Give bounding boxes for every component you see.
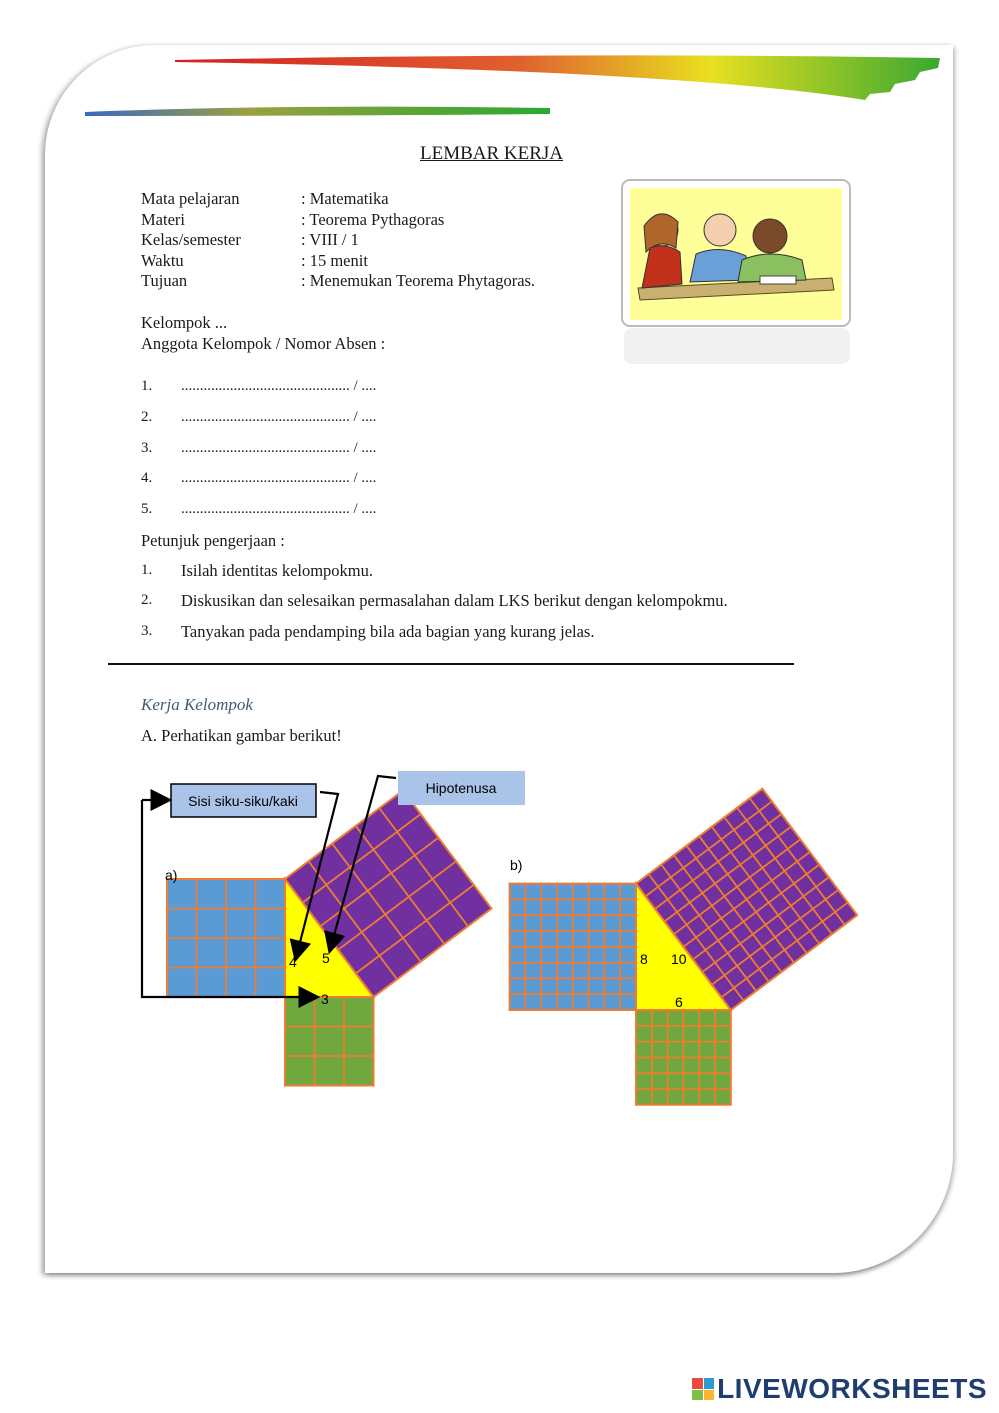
info-value: : 15 menit [301,250,368,270]
kerja-kelompok-heading: Kerja Kelompok [141,695,253,714]
liveworksheets-logo [692,1373,987,1405]
pythagoras-diagram [0,760,999,1120]
petunjuk-item: Tanyakan pada pendamping bila ada bagian yang kurang jelas. [181,622,595,641]
figure-a-leg-horizontal: 3 [321,991,329,1007]
member-blank[interactable]: ............................................. / .... [181,409,377,425]
figure-b-leg-vertical: 8 [640,951,648,967]
member-number: 1. [141,378,153,394]
info-label: Waktu [141,250,184,270]
member-blank[interactable]: ............................................. / .... [181,501,377,517]
figure-a [167,791,492,1086]
info-label: Kelas/semester [141,230,241,249]
member-blank[interactable]: ............................................. / .... [181,378,377,394]
info-value: : Menemukan Teorema Phytagoras. [301,271,536,290]
info-row [141,210,535,231]
member-number: 4. [141,470,153,486]
header-swoosh-decoration [80,50,950,125]
students-illustration [620,178,854,368]
legs-label: Sisi siku-siku/kaki [188,793,298,809]
info-row [141,251,535,272]
petunjuk-number: 3. [141,623,153,639]
square-horizontal-leg [285,997,374,1086]
petunjuk-number: 1. [141,562,153,578]
info-value: : VIII / 1 [301,230,359,249]
figure-b-tag: b) [510,857,523,873]
worksheet-title: LEMBAR KERJA [420,143,564,164]
petunjuk-item: Isilah identitas kelompokmu. [181,561,374,580]
hyp-label: Hipotenusa [425,780,497,796]
info-table [141,189,535,292]
section-divider [108,663,794,665]
petunjuk-number: 2. [141,592,153,608]
figure-b [510,789,858,1105]
info-row [141,189,535,210]
petunjuk-title: Petunjuk pengerjaan : [141,531,285,550]
member-number: 3. [141,440,153,456]
logo-text: LIVEWORKSHEETS [717,1373,987,1404]
task-a-instruction: A. Perhatikan gambar berikut! [141,726,342,745]
info-value: : Matematika [301,189,389,208]
figure-a-hypotenuse: 5 [322,950,330,966]
member-number: 2. [141,409,153,425]
figure-b-leg-horizontal: 6 [675,994,683,1010]
info-label: Mata pelajaran [141,189,240,208]
figure-b-hypotenuse: 10 [671,951,687,967]
kelompok-label: Kelompok ... [141,313,228,332]
petunjuk-item: Diskusikan dan selesaikan permasalahan dalam LKS berikut dengan kelompokmu. [181,591,728,610]
member-blank[interactable]: ............................................. / .... [181,470,377,486]
info-label: Materi [141,209,185,229]
info-row [141,230,535,251]
anggota-label: Anggota Kelompok / Nomor Absen : [141,334,386,353]
member-number: 5. [141,501,153,517]
info-label: Tujuan [141,271,188,290]
info-row [141,271,535,292]
member-blank[interactable]: ............................................. / .... [181,440,377,456]
figure-a-tag: a) [165,867,178,883]
info-value: : Teorema Pythagoras [301,209,445,229]
logo-icon [692,1378,714,1400]
figure-a-leg-vertical: 4 [289,954,297,970]
